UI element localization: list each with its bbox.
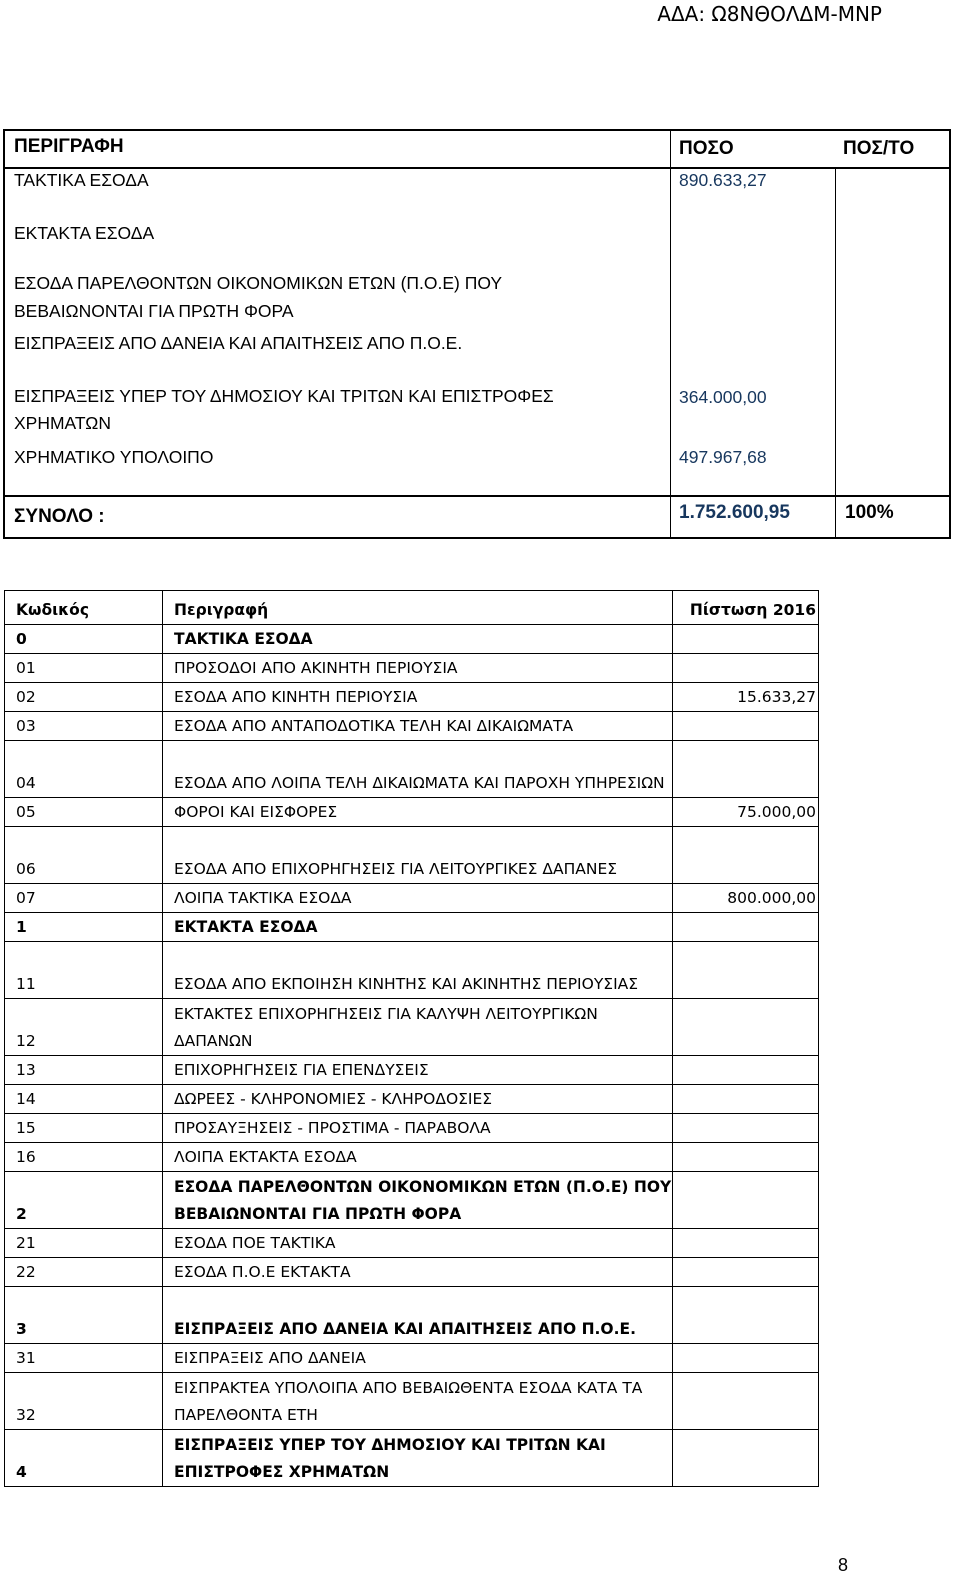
description-cell: ΕΠΙΧΟΡΗΓΗΣΕΙΣ ΓΙΑ ΕΠΕΝΔΥΣΕΙΣ	[163, 1056, 673, 1085]
summary-divider	[670, 131, 671, 537]
credit-cell	[673, 1258, 819, 1287]
table-row	[5, 1229, 819, 1258]
credit-cell	[673, 1430, 819, 1487]
description-cell: ΕΙΣΠΡΑΞΕΙΣ ΥΠΕΡ ΤΟΥ ΔΗΜΟΣΙΟΥ ΚΑΙ ΤΡΙΤΩΝ ΚΑΙ ΕΠΙΣΤΡΟΦΕΣ ΧΡΗΜΑΤΩΝ	[163, 1430, 673, 1487]
revenue-codes-table	[4, 590, 819, 1487]
description-cell: ΤΑΚΤΙΚΑ ΕΣΟΔΑ	[163, 625, 673, 654]
summary-row-amount: 364.000,00	[679, 387, 767, 407]
code-cell: 03	[5, 712, 163, 741]
credit-cell	[673, 1172, 819, 1229]
credit-cell	[673, 1344, 819, 1373]
code-cell: 04	[5, 741, 163, 798]
table-row	[5, 798, 819, 827]
code-cell: 0	[5, 625, 163, 654]
table-row	[5, 999, 819, 1056]
summary-header-description: ΠΕΡΙΓΡΑΦΗ	[14, 136, 124, 157]
code-cell: 01	[5, 654, 163, 683]
summary-header-percent: ΠΟΣ/ΤΟ	[843, 138, 915, 159]
table-row	[5, 1085, 819, 1114]
summary-row-description: ΧΡΗΜΑΤΙΚΟ ΥΠΟΛΟΙΠΟ	[14, 447, 214, 467]
table-row	[5, 712, 819, 741]
code-cell: 1	[5, 913, 163, 942]
credit-cell	[673, 625, 819, 654]
credit-cell	[673, 942, 819, 999]
credit-cell	[673, 913, 819, 942]
summary-row-description: ΕΚΤΑΚΤΑ ΕΣΟΔΑ	[14, 223, 155, 243]
code-cell: 31	[5, 1344, 163, 1373]
description-cell: ΕΣΟΔΑ ΑΠΟ ΚΙΝΗΤΗ ΠΕΡΙΟΥΣΙΑ	[163, 683, 673, 712]
table-row	[5, 1114, 819, 1143]
code-cell: 3	[5, 1287, 163, 1344]
summary-total-percent: 100%	[845, 502, 894, 523]
table-row	[5, 741, 819, 798]
description-cell: ΠΡΟΣΟΔΟΙ ΑΠΟ ΑΚΙΝΗΤΗ ΠΕΡΙΟΥΣΙΑ	[163, 654, 673, 683]
summary-rule	[5, 495, 949, 497]
summary-total-label: ΣΥΝΟΛΟ :	[14, 506, 105, 527]
description-cell: ΕΙΣΠΡΑΞΕΙΣ ΑΠΟ ΔΑΝΕΙΑ ΚΑΙ ΑΠΑΙΤΗΣΕΙΣ ΑΠΟ Π.Ο.Ε.	[163, 1287, 673, 1344]
description-cell: ΕΣΟΔΑ Π.Ο.Ε ΕΚΤΑΚΤΑ	[163, 1258, 673, 1287]
credit-cell	[673, 1373, 819, 1430]
description-cell: ΛΟΙΠΑ ΤΑΚΤΙΚΑ ΕΣΟΔΑ	[163, 884, 673, 913]
credit-cell	[673, 1056, 819, 1085]
description-cell: ΛΟΙΠΑ ΕΚΤΑΚΤΑ ΕΣΟΔΑ	[163, 1143, 673, 1172]
summary-row-amount: 497.967,68	[679, 447, 767, 467]
code-cell: 02	[5, 683, 163, 712]
description-cell: ΕΣΟΔΑ ΠΑΡΕΛΘΟΝΤΩΝ ΟΙΚΟΝΟΜΙΚΩΝ ΕΤΩΝ (Π.Ο.Ε) ΠΟΥ ΒΕΒΑΙΩΝΟΝΤΑΙ ΓΙΑ ΠΡΩΤΗ ΦΟΡΑ	[163, 1172, 673, 1229]
table-row	[5, 1430, 819, 1487]
table-row	[5, 683, 819, 712]
summary-divider	[835, 169, 836, 537]
description-cell: ΦΟΡΟΙ ΚΑΙ ΕΙΣΦΟΡΕΣ	[163, 798, 673, 827]
code-cell: 11	[5, 942, 163, 999]
summary-row-amount: 890.633,27	[679, 170, 767, 190]
description-cell: ΕΚΤΑΚΤΑ ΕΣΟΔΑ	[163, 913, 673, 942]
column-header-description: Περιγραφή	[163, 591, 673, 625]
table-row	[5, 1287, 819, 1344]
code-cell: 12	[5, 999, 163, 1056]
credit-cell	[673, 1229, 819, 1258]
summary-row-description: ΤΑΚΤΙΚΑ ΕΣΟΔΑ	[14, 170, 149, 190]
summary-row-description: ΕΙΣΠΡΑΞΕΙΣ ΑΠΟ ΔΑΝΕΙΑ ΚΑΙ ΑΠΑΙΤΗΣΕΙΣ ΑΠΟ Π.Ο.Ε.	[14, 333, 463, 353]
code-cell: 2	[5, 1172, 163, 1229]
credit-cell	[673, 654, 819, 683]
code-cell: 13	[5, 1056, 163, 1085]
table-row	[5, 1258, 819, 1287]
code-cell: 4	[5, 1430, 163, 1487]
ada-code: ΑΔΑ: Ω8ΝΘΟΛΔΜ-ΜΝΡ	[657, 2, 882, 26]
summary-row-description: ΕΣΟΔΑ ΠΑΡΕΛΘΟΝΤΩΝ ΟΙΚΟΝΟΜΙΚΩΝ ΕΤΩΝ (Π.Ο.Ε) ΠΟΥ	[14, 273, 503, 293]
code-cell: 21	[5, 1229, 163, 1258]
code-cell: 16	[5, 1143, 163, 1172]
credit-cell	[673, 999, 819, 1056]
description-cell: ΔΩΡΕΕΣ - ΚΛΗΡΟΝΟΜΙΕΣ - ΚΛΗΡΟΔΟΣΙΕΣ	[163, 1085, 673, 1114]
code-cell: 05	[5, 798, 163, 827]
code-cell: 07	[5, 884, 163, 913]
description-cell: ΕΙΣΠΡΑΞΕΙΣ ΑΠΟ ΔΑΝΕΙΑ	[163, 1344, 673, 1373]
summary-row-description: ΕΙΣΠΡΑΞΕΙΣ ΥΠΕΡ ΤΟΥ ΔΗΜΟΣΙΟΥ ΚΑΙ ΤΡΙΤΩΝ ΚΑΙ ΕΠΙΣΤΡΟΦΕΣ	[14, 386, 554, 406]
code-cell: 22	[5, 1258, 163, 1287]
code-cell: 15	[5, 1114, 163, 1143]
credit-cell: 75.000,00	[673, 798, 819, 827]
summary-total-amount: 1.752.600,95	[679, 502, 790, 523]
summary-row-description: ΒΕΒΑΙΩΝΟΝΤΑΙ ΓΙΑ ΠΡΩΤΗ ΦΟΡΑ	[14, 301, 294, 321]
credit-cell	[673, 1085, 819, 1114]
table-row	[5, 1056, 819, 1085]
table-row	[5, 827, 819, 884]
table-row	[5, 1373, 819, 1430]
credit-cell	[673, 1114, 819, 1143]
table-row	[5, 1172, 819, 1229]
credit-cell	[673, 712, 819, 741]
summary-header-amount: ΠΟΣΟ	[679, 138, 734, 159]
description-cell: ΕΣΟΔΑ ΑΠΟ ΑΝΤΑΠΟΔΟΤΙΚΑ ΤΕΛΗ ΚΑΙ ΔΙΚΑΙΩΜΑΤΑ	[163, 712, 673, 741]
table-row	[5, 884, 819, 913]
code-cell: 06	[5, 827, 163, 884]
description-cell: ΕΚΤΑΚΤΕΣ ΕΠΙΧΟΡΗΓΗΣΕΙΣ ΓΙΑ ΚΑΛΥΨΗ ΛΕΙΤΟΥΡΓΙΚΩΝ ΔΑΠΑΝΩΝ	[163, 999, 673, 1056]
table-row	[5, 913, 819, 942]
table-header-row	[5, 591, 819, 625]
credit-cell	[673, 1143, 819, 1172]
description-cell: ΕΣΟΔΑ ΑΠΟ ΕΠΙΧΟΡΗΓΗΣΕΙΣ ΓΙΑ ΛΕΙΤΟΥΡΓΙΚΕΣ ΔΑΠΑΝΕΣ	[163, 827, 673, 884]
table-row	[5, 1344, 819, 1373]
table-row	[5, 942, 819, 999]
credit-cell: 800.000,00	[673, 884, 819, 913]
credit-cell: 15.633,27	[673, 683, 819, 712]
table-row	[5, 1143, 819, 1172]
description-cell: ΕΣΟΔΑ ΑΠΟ ΛΟΙΠΑ ΤΕΛΗ ΔΙΚΑΙΩΜΑΤΑ ΚΑΙ ΠΑΡΟΧΗ ΥΠΗΡΕΣΙΩΝ	[163, 741, 673, 798]
table-row	[5, 654, 819, 683]
code-cell: 32	[5, 1373, 163, 1430]
description-cell: ΕΣΟΔΑ ΠΟΕ ΤΑΚΤΙΚΑ	[163, 1229, 673, 1258]
summary-row-description: ΧΡΗΜΑΤΩΝ	[14, 413, 112, 433]
description-cell: ΕΣΟΔΑ ΑΠΟ ΕΚΠΟΙΗΣΗ ΚΙΝΗΤΗΣ ΚΑΙ ΑΚΙΝΗΤΗΣ ΠΕΡΙΟΥΣΙΑΣ	[163, 942, 673, 999]
codes-table-body	[5, 591, 819, 1487]
column-header-credit: Πίστωση 2016	[673, 591, 819, 625]
column-header-code: Κωδικός	[5, 591, 163, 625]
credit-cell	[673, 741, 819, 798]
description-cell: ΕΙΣΠΡΑΚΤΕΑ ΥΠΟΛΟΙΠΑ ΑΠΟ ΒΕΒΑΙΩΘΕΝΤΑ ΕΣΟΔΑ ΚΑΤΑ ΤΑ ΠΑΡΕΛΘΟΝΤΑ ΕΤΗ	[163, 1373, 673, 1430]
credit-cell	[673, 1287, 819, 1344]
summary-table	[3, 129, 951, 539]
description-cell: ΠΡΟΣΑΥΞΗΣΕΙΣ - ΠΡΟΣΤΙΜΑ - ΠΑΡΑΒΟΛΑ	[163, 1114, 673, 1143]
code-cell: 14	[5, 1085, 163, 1114]
credit-cell	[673, 827, 819, 884]
page-number: 8	[837, 1555, 848, 1575]
table-row	[5, 625, 819, 654]
